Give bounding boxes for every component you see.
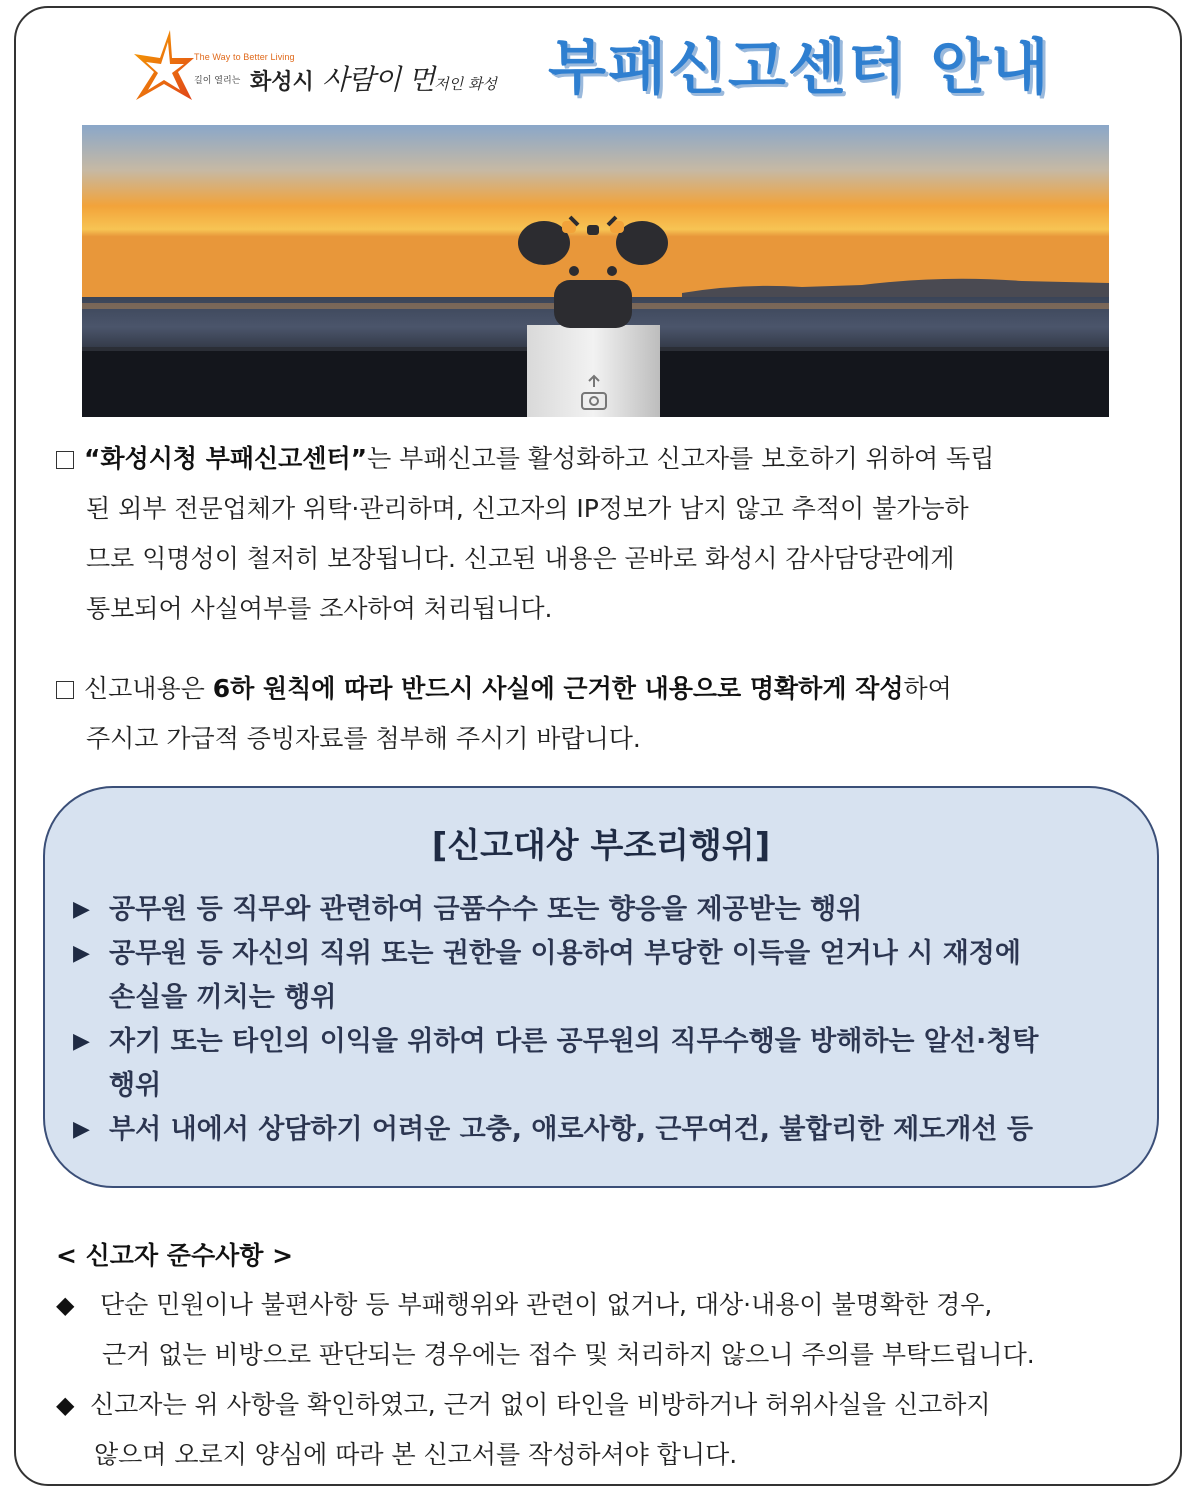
triangle-bullet-icon: ▶: [73, 897, 90, 922]
hero-image: [82, 125, 1109, 417]
compliance-item: ◆ 단순 민원이나 불편사항 등 부패행위와 관련이 없거나, 대상·내용이 불명확한 경우, 근거 없는 비방으로 판단되는 경우에는 접수 및 처리하지 않으니 주의를 부탁드립니다.: [56, 1280, 1156, 1380]
checkbox-bullet: [56, 451, 74, 469]
logo-tagline: The Way to Better Living: [194, 52, 295, 62]
checkbox-bullet: [56, 681, 74, 699]
report-targets-box: [43, 786, 1159, 1188]
intro-paragraph: “화성시청 부패신고센터”는 부패신고를 활성화하고 신고자를 보호하기 위하여 독립 된 외부 전문업체가 위탁·관리하며, 신고자의 IP정보가 남지 않고 추적이 불가능하 므로 익명성이 철저히 보장됩니다. 신고된 내용은 곧바로 화성시 감사담당관에게 통보되어 사실여부를 조사하여 처리됩니다.: [56, 434, 1136, 634]
list-item: ▶ 부서 내에서 상담하기 어려운 고충, 애로사항, 근무여건, 불합리한 제도개선 등: [73, 1108, 1133, 1152]
diamond-bullet-icon: ◆: [56, 1391, 75, 1419]
list-item: ▶ 공무원 등 직무와 관련하여 금품수수 또는 향응을 제공받는 행위: [73, 888, 1133, 932]
list-item: ▶ 자기 또는 타인의 이익을 위하여 다른 공무원의 직무수행을 방해하는 알선·청탁 행위: [73, 1020, 1133, 1108]
hwaseong-logo: [130, 28, 510, 108]
report-targets-title: [신고대상 부조리행위]: [431, 826, 771, 866]
compliance-item: ◆ 신고자는 위 사항을 확인하였고, 근거 없이 타인을 비방하거나 허위사실을 신고하지 않으며 오로지 양심에 따라 본 신고서를 작성하셔야 합니다.: [56, 1380, 1156, 1480]
report-targets-list: [73, 888, 1133, 1152]
logo-slogan: 사람이 먼저인 화성: [322, 63, 497, 96]
guide-paragraph: 신고내용은 6하 원칙에 따라 반드시 사실에 근거한 내용으로 명확하게 작성하여 주시고 가급적 증빙자료를 첨부해 주시기 바랍니다.: [56, 664, 1136, 764]
diamond-bullet-icon: ◆: [56, 1291, 75, 1319]
star-logo-icon: [130, 28, 196, 104]
center-name: “화성시청 부패신고센터”: [84, 444, 368, 473]
page-title: 부패신고센터 안내: [548, 33, 1051, 103]
triangle-bullet-icon: ▶: [73, 941, 90, 966]
triangle-bullet-icon: ▶: [73, 1117, 90, 1142]
compliance-title: < 신고자 준수사항 >: [56, 1241, 294, 1270]
triangle-bullet-icon: ▶: [73, 1029, 90, 1054]
list-item: ▶ 공무원 등 자신의 직위 또는 권한을 이용하여 부당한 이득을 얻거나 시 재정에 손실을 끼치는 행위: [73, 932, 1133, 1020]
logo-city-name: 화성시: [250, 70, 314, 95]
logo-subtext: 길이 열리는: [194, 76, 241, 86]
